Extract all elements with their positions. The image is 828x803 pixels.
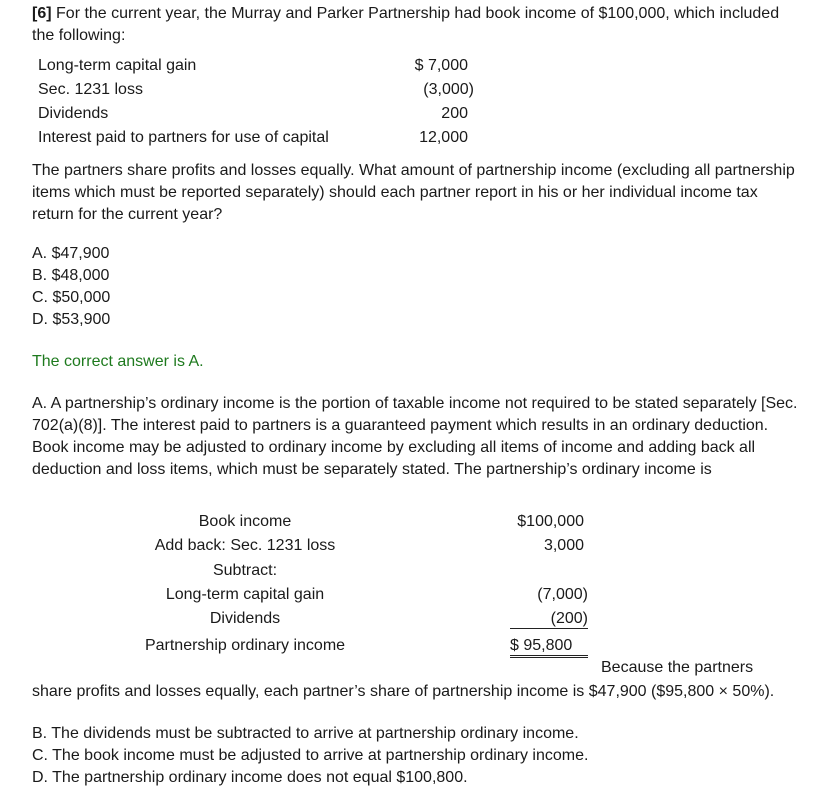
choice-d: D. $53,900 — [32, 311, 111, 328]
choice-c: C. $50,000 — [32, 289, 111, 306]
item-amount-dividends: 200 — [441, 105, 468, 122]
question-body: For the current year, the Murray and Parker Partnership had book income of $100,000, which included the following: — [32, 5, 780, 44]
calc-label-dividends: Dividends — [209, 610, 281, 627]
calc-amount-ltcg: (7,000) — [537, 586, 588, 603]
choice-b: B. $48,000 — [32, 267, 110, 284]
correct-answer: The correct answer is A. — [32, 353, 204, 370]
calc-label-ltcg: Long-term capital gain — [165, 586, 325, 603]
conclusion-lead: Because the partners — [601, 659, 754, 676]
item-amount-interest: 12,000 — [419, 129, 468, 146]
calc-label-book-income: Book income — [198, 513, 292, 530]
item-label-dividends: Dividends — [38, 105, 109, 122]
explanation-c: C. The book income must be adjusted to arrive at partnership ordinary income. — [32, 747, 589, 764]
calc-label-subtract: Subtract: — [212, 562, 278, 579]
item-label-interest: Interest paid to partners for use of capital — [38, 129, 329, 146]
item-label-sec1231: Sec. 1231 loss — [38, 81, 143, 98]
calc-amount-dividends: (200) — [510, 610, 588, 629]
item-label-ltcg: Long-term capital gain — [38, 57, 197, 74]
calc-label-ordinary-income: Partnership ordinary income — [144, 637, 346, 654]
question-number: [6] — [32, 5, 52, 22]
conclusion-text: share profits and losses equally, each partner’s share of partnership income is $47,900 ($95,800 × 50%). — [32, 683, 775, 700]
question-prompt: The partners share profits and losses equally. What amount of partnership income (excluding all partnership items which must be reported separately) should each partner report in his or her individual income tax return for the current year? — [32, 162, 795, 223]
question-text — [32, 3, 802, 47]
explanation-intro: A. A partnership’s ordinary income is the portion of taxable income not required to be stated separately [Sec. 702(a)(8)]. The interest paid to partners is a guaranteed payment which results in an ordinary deduction. Book income may be adjusted to ordinary income by excluding all items of income and adding back all deduction and loss items, which must be separately stated. The partnership’s ordinary income is — [32, 395, 798, 478]
calc-amount-ordinary-income: $ 95,800 — [510, 637, 588, 658]
item-amount-sec1231: (3,000) — [423, 81, 474, 98]
calc-amount-book-income: $100,000 — [517, 513, 584, 530]
explanation-b: B. The dividends must be subtracted to arrive at partnership ordinary income. — [32, 725, 579, 742]
item-amount-ltcg: $ 7,000 — [414, 57, 468, 74]
calc-amount-add-back: 3,000 — [543, 537, 584, 554]
calc-label-add-back: Add back: Sec. 1231 loss — [154, 537, 336, 554]
choice-a: A. $47,900 — [32, 245, 110, 262]
explanation-d: D. The partnership ordinary income does not equal $100,800. — [32, 769, 468, 786]
